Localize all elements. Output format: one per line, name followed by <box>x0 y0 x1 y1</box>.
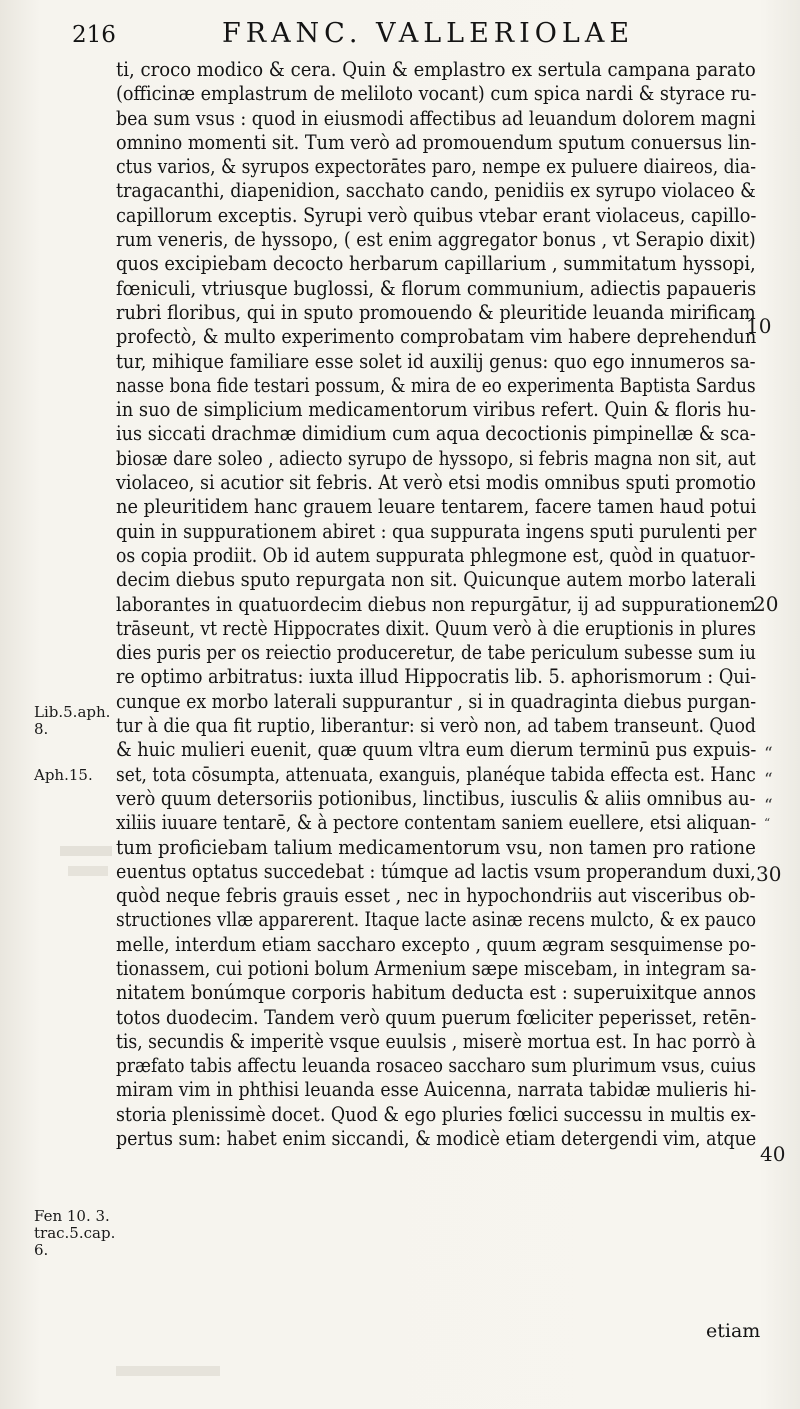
bleed-through-shadow <box>116 1366 220 1376</box>
text-line: tragacanthi, diapenidion, sacchato cando, penidiis ex syrupo violaceo & <box>116 179 756 203</box>
text-line: profectò, & multo experimento comprobatam vim habere deprehendun <box>116 325 757 349</box>
text-line: verò quum detersoriis potionibus, linctibus, iusculis & aliis omnibus au- <box>116 786 756 810</box>
text-line: biosæ dare soleo , adiecto syrupo de hyssopo, si febris magna non sit, aut <box>116 446 756 470</box>
text-line: tionassem, cui potioni bolum Armenium sæpe miscebam, in integram sa- <box>116 956 757 980</box>
text-line: tum proficiebam talium medicamentorum vsu, non tamen pro ratione <box>116 835 756 859</box>
line-number-30: 30 <box>756 862 782 886</box>
text-line: ius siccati drachmæ dimidium cum aqua decoctionis pimpinellæ & sca- <box>116 422 756 446</box>
page-number: 216 <box>72 22 116 48</box>
text-line: ne pleuritidem hanc grauem leuare tentarem, facere tamen haud potui <box>116 495 757 519</box>
text-line: structiones vllæ apparerent. Itaque lacte asinæ recens mulcto, & ex pauco <box>116 908 757 932</box>
text-line: violaceo, si acutior sit febris. At verò etsi modis omnibus sputi promotio <box>116 471 756 495</box>
text-line: trāseunt, vt rectè Hippocrates dixit. Quum verò à die eruptionis in plures <box>116 616 756 640</box>
text-line: præfato tabis affectu leuanda rosaceo saccharo sum plurimum vsus, cuius <box>116 1054 756 1078</box>
text-line: laborantes in quatuordecim diebus non repurgātur, ij ad suppurationem <box>116 592 756 616</box>
text-line: & huic mulieri euenit, quæ quum vltra eum dierum terminū pus expuis- <box>116 738 757 762</box>
quote-mark: “ <box>764 816 771 830</box>
text-line: storia plenissimè docet. Quod & ego pluries fœlici successu in multis ex- <box>116 1102 756 1126</box>
text-line: quin in suppurationem abiret : qua suppurata ingens sputi purulenti per <box>116 519 757 543</box>
text-line: xiliis iuuare tentarē, & à pectore contentam saniem euellere, etsi aliquan- <box>116 811 757 835</box>
text-line: tis, secundis & imperitè vsque euulsis , miserè mortua est. In hac porrò à <box>116 1029 756 1053</box>
text-line: euentus optatus succedebat : túmque ad lactis vsum properandum duxi, <box>116 859 756 883</box>
text-line: in suo de simplicium medicamentorum viribus refert. Quin & floris hu- <box>116 398 756 422</box>
text-line: pertus sum: habet enim siccandi, & modicè etiam detergendi vim, atque <box>116 1127 757 1151</box>
quote-mark: “ <box>764 770 773 790</box>
text-line: tur à die qua fit ruptio, liberantur: si verò non, ad tabem transeunt. Quod <box>116 714 756 738</box>
text-line: cunque ex morbo laterali suppurantur , si in quadraginta diebus purgan- <box>116 689 757 713</box>
text-line: fœniculi, vtriusque buglossi, & florum communium, adiectis papaueris <box>116 276 757 300</box>
text-line: ctus varios, & syrupos expectorātes paro, nempe ex puluere diaireos, dia- <box>116 155 756 179</box>
quote-mark: “ <box>764 744 773 764</box>
text-line: (officinæ emplastrum de meliloto vocant) cum spica nardi & styrace ru- <box>116 82 757 106</box>
text-line: miram vim in phthisi leuanda esse Auicenna, narrata tabidæ mulieris hi- <box>116 1078 757 1102</box>
text-line: nitatem bonúmque corporis habitum deducta est : superuixitque annos <box>116 981 757 1005</box>
text-line: os copia prodiit. Ob id autem suppurata phlegmone est, quòd in quatuor- <box>116 543 756 567</box>
quote-mark: “ <box>764 796 773 816</box>
text-line: omnino momenti sit. Tum verò ad promouendum sputum conuersus lin- <box>116 130 757 154</box>
margin-note-lib5-aph8: Lib.5.aph. 8. <box>34 703 111 738</box>
text-line: quos excipiebam decocto herbarum capillarium , summitatum hyssopi, <box>116 252 756 276</box>
margin-note-aph15: Aph.15. <box>34 766 93 784</box>
line-number-20: 20 <box>753 592 779 616</box>
text-line: quòd neque febris grauis esset , nec in hypochondriis aut visceribus ob- <box>116 884 756 908</box>
text-line: bea sum vsus : quod in eiusmodi affectibus ad leuandum dolorem magni <box>116 106 756 130</box>
text-line: rum veneris, de hyssopo, ( est enim aggregator bonus , vt Serapio dixit) <box>116 228 756 252</box>
line-number-40: 40 <box>760 1142 786 1166</box>
text-line: nasse bona fide testari possum, & mira de eo experimenta Baptista Sardus <box>116 373 756 397</box>
line-number-10: 10 <box>746 314 772 338</box>
text-line: dies puris per os reiectio produceretur, de tabe periculum subesse sum iu <box>116 641 756 665</box>
text-line: set, tota cōsumpta, attenuata, exanguis, planéque tabida effecta est. Hanc <box>116 762 756 786</box>
bleed-through-shadow <box>68 866 108 876</box>
running-head <box>72 18 772 52</box>
text-line: rubri floribus, qui in sputo promouendo & pleuritide leuanda mirificam <box>116 300 756 324</box>
text-line: decim diebus sputo repurgata non sit. Quicunque autem morbo laterali <box>116 568 756 592</box>
text-line: tur, mihique familiare esse solet id auxilij genus: quo ego innumeros sa- <box>116 349 756 373</box>
text-line: totos duodecim. Tandem verò quum puerum fœliciter peperisset, retēn- <box>116 1005 757 1029</box>
catchword: etiam <box>706 1320 761 1342</box>
text-line: capillorum exceptis. Syrupi verò quibus vtebar erant violaceus, capillo- <box>116 203 757 227</box>
text-line: re optimo arbitratus: iuxta illud Hippocratis lib. 5. aphorismorum : Qui- <box>116 665 757 689</box>
text-line: ti, croco modico & cera. Quin & emplastro ex sertula campana parato <box>116 58 756 81</box>
text-line: melle, interdum etiam saccharo excepto , quum ægram sesquimense po- <box>116 932 756 956</box>
bleed-through-shadow <box>60 846 112 856</box>
margin-note-fen10: Fen 10. 3. trac.5.cap. 6. <box>34 1207 116 1259</box>
running-title: FRANC. VALLERIOLAE <box>222 18 635 49</box>
